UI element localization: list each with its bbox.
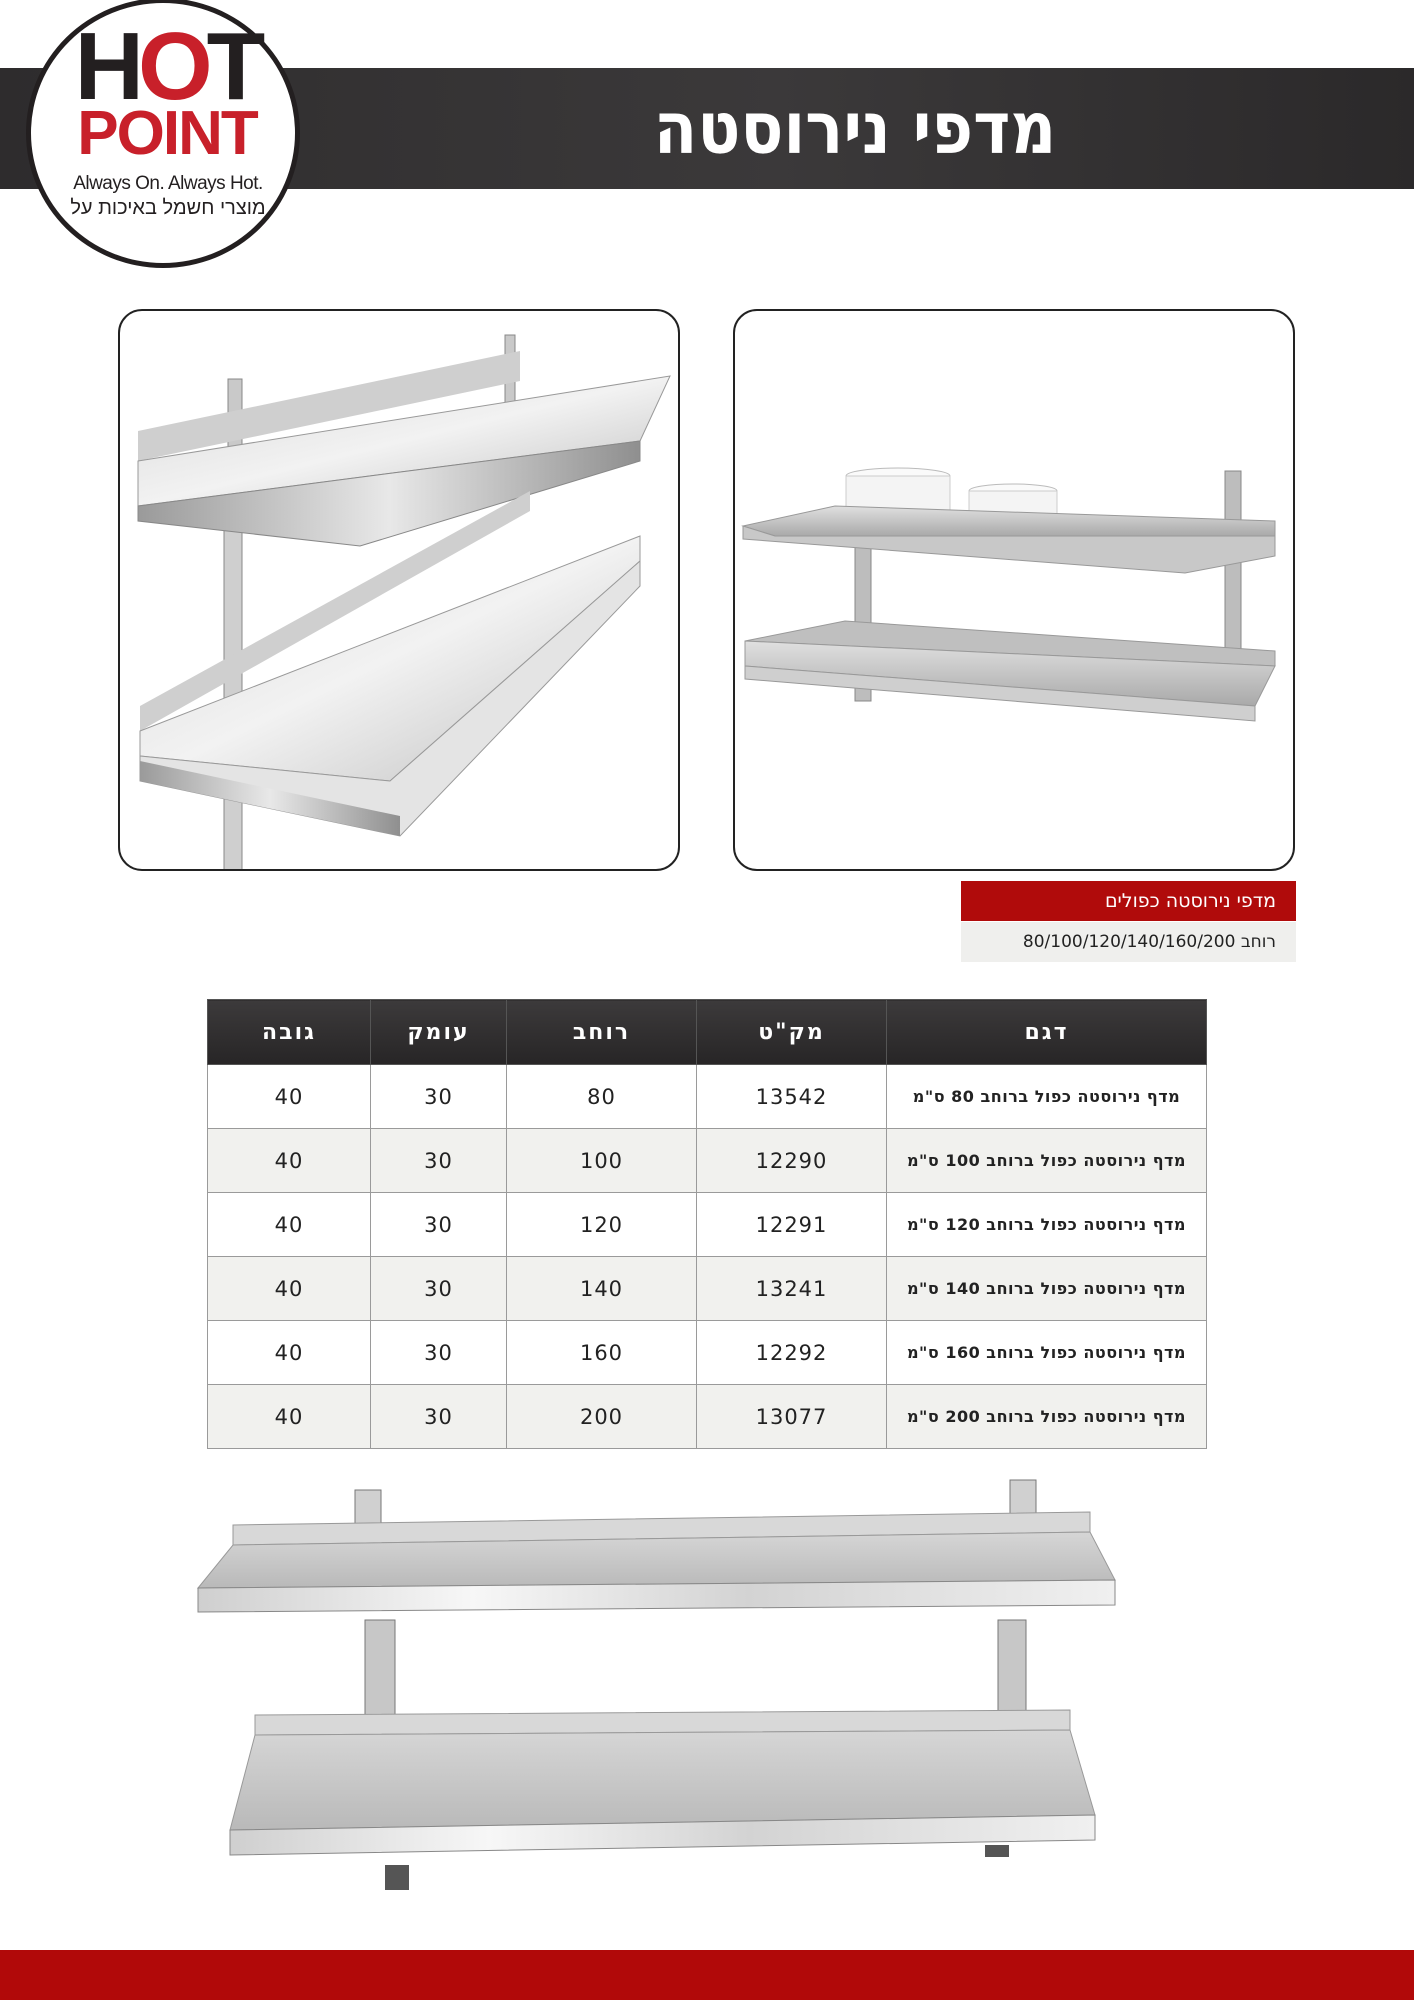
product-photo-right: [733, 309, 1295, 871]
cell-width: 100: [507, 1129, 697, 1193]
column-header-width: רוחב: [507, 1000, 697, 1065]
cell-height: 40: [208, 1129, 371, 1193]
cell-sku: 13542: [697, 1065, 887, 1129]
stainless-steel-double-shelf-icon: [190, 1470, 1230, 1910]
table-row: [208, 1321, 1207, 1385]
table-header-row: [208, 1000, 1207, 1065]
logo-tagline-hebrew: מוצרי חשמל באיכות על: [70, 197, 266, 219]
cell-width: 120: [507, 1193, 697, 1257]
cell-width: 80: [507, 1065, 697, 1129]
cell-depth: 30: [371, 1129, 507, 1193]
logo-tagline: Always On. Always Hot.: [73, 173, 263, 194]
column-header-model: דגם: [887, 1000, 1207, 1065]
stainless-steel-double-shelf-icon: [120, 311, 678, 869]
product-photo-bottom: [190, 1470, 1230, 1910]
cell-depth: 30: [371, 1257, 507, 1321]
column-header-sku: מק"ט: [697, 1000, 887, 1065]
column-header-height: גובה: [208, 1000, 371, 1065]
cell-depth: 30: [371, 1193, 507, 1257]
cell-sku: 12292: [697, 1321, 887, 1385]
logo-point-text: POINT: [77, 99, 257, 168]
cell-sku: 13077: [697, 1385, 887, 1449]
cell-height: 40: [208, 1193, 371, 1257]
cell-sku: 12291: [697, 1193, 887, 1257]
cell-sku: 13241: [697, 1257, 887, 1321]
table-row: [208, 1385, 1207, 1449]
cell-depth: 30: [371, 1065, 507, 1129]
cell-model: מדף נירוסטה כפול ברוחב 80 ס"מ: [887, 1065, 1207, 1129]
cell-sku: 12290: [697, 1129, 887, 1193]
cell-model: מדף נירוסטה כפול ברוחב 100 ס"מ: [887, 1129, 1207, 1193]
product-photo-left: [118, 309, 680, 871]
table-row: [208, 1129, 1207, 1193]
cell-height: 40: [208, 1257, 371, 1321]
cell-model: מדף נירוסטה כפול ברוחב 120 ס"מ: [887, 1193, 1207, 1257]
cell-depth: 30: [371, 1321, 507, 1385]
cell-height: 40: [208, 1321, 371, 1385]
stainless-steel-double-shelf-with-plates-icon: [735, 311, 1293, 869]
cell-width: 140: [507, 1257, 697, 1321]
cell-height: 40: [208, 1385, 371, 1449]
spec-table: [207, 999, 1207, 1449]
cell-width: 200: [507, 1385, 697, 1449]
product-caption-title: מדפי נירוסטה כפולים: [961, 881, 1296, 921]
cell-depth: 30: [371, 1385, 507, 1449]
cell-height: 40: [208, 1065, 371, 1129]
cell-model: מדף נירוסטה כפול ברוחב 200 ס"מ: [887, 1385, 1207, 1449]
page-title: מדפי נירוסטה: [653, 86, 1057, 170]
table-row: [208, 1193, 1207, 1257]
footer-bar: [0, 1950, 1414, 2000]
column-header-depth: עומק: [371, 1000, 507, 1065]
table-row: [208, 1257, 1207, 1321]
table-row: [208, 1065, 1207, 1129]
cell-width: 160: [507, 1321, 697, 1385]
hotpoint-logo: [26, 0, 300, 268]
product-caption-widths: רוחב 80/100/120/140/160/200: [961, 922, 1296, 962]
cell-model: מדף נירוסטה כפול ברוחב 140 ס"מ: [887, 1257, 1207, 1321]
cell-model: מדף נירוסטה כפול ברוחב 160 ס"מ: [887, 1321, 1207, 1385]
logo-hot-text: HOT: [74, 13, 260, 120]
